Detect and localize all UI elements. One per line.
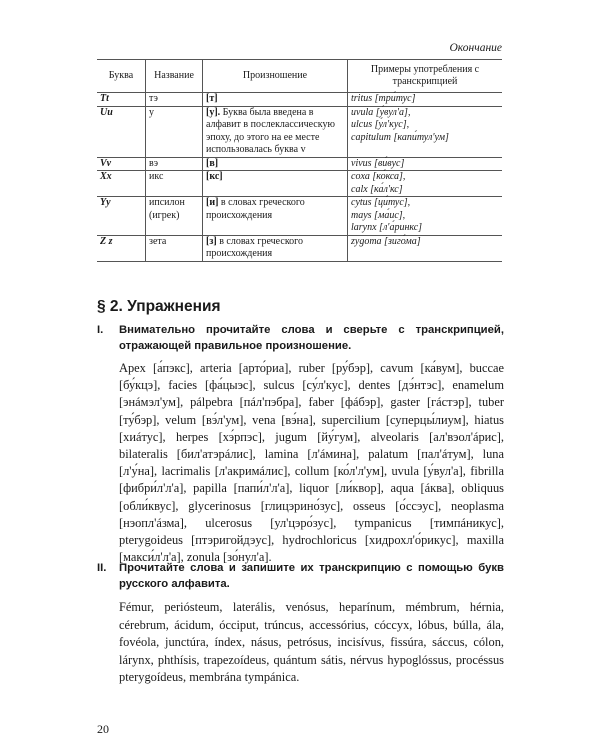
examples-cell (348, 197, 503, 236)
example-line: coxa [ко́кса], (351, 171, 406, 182)
header-letter: Буква (97, 60, 146, 93)
name-cell: зета (146, 235, 203, 261)
pronunciation-cell (203, 157, 348, 171)
pronunciation-symbol: [з] (206, 235, 217, 247)
letter-cell: Z z (97, 235, 146, 261)
exercise-number: I. (97, 324, 104, 336)
exercise-2 (97, 560, 504, 687)
example-line: cytus [ци́тус], (351, 197, 411, 208)
table-row (97, 235, 502, 261)
name-cell: у (146, 106, 203, 157)
exercise-1 (97, 322, 504, 566)
example-line: uvula [у́вул'а], (351, 106, 411, 118)
examples-cell (348, 171, 503, 197)
pronunciation-cell (203, 171, 348, 197)
table-row (97, 106, 502, 157)
table-row (97, 157, 502, 171)
exercise-task-text: Прочитайте слова и запишите их транскрипцию с помощью букв русского алфавита. (119, 562, 504, 590)
pronunciation-cell (203, 197, 348, 236)
table-header-row (97, 60, 502, 93)
pronunciation-cell (203, 235, 348, 261)
letter-cell: Vv (97, 157, 146, 171)
exercise-body: Fémur, perióstеum, laterális, venósus, heparínum, mémbrum, hérnia, cérebrum, ácidum, ócciput, trúncus, accessórius, cóccyx, lóbus, búlla, ála, fovéola, junctúra, índex, násus, petrósus, incisívus, fissúra, sáccus, cólon, lárynx, phthísis, trapezoídeus, quántum sátis, nérvus hypoglóssus, procéssus pterygoídeus, membrána tympánica. (119, 600, 504, 685)
pronunciation-note: в словах греческого происхождения (206, 197, 305, 221)
name-cell: вэ (146, 157, 203, 171)
name-cell: ипсилон (игрек) (146, 197, 203, 236)
name-cell: икс (146, 171, 203, 197)
pronunciation-symbol: [в] (206, 157, 219, 169)
letter-cell: Xx (97, 171, 146, 197)
letter-cell: Uu (97, 106, 146, 157)
pronunciation-symbol: [и] (206, 197, 219, 208)
examples-cell (348, 235, 503, 261)
page-number: 20 (97, 722, 109, 736)
example-line: calx [ка́л'кс] (351, 183, 403, 195)
name-cell: тэ (146, 93, 203, 107)
example-line: capitulum [капи́тул'ум] (351, 131, 449, 143)
pronunciation-symbol: [т] (206, 93, 218, 104)
examples-cell (348, 157, 503, 171)
example-line: vivus [ви́вус] (351, 157, 405, 169)
example-line: larynx [л'а́ринкс] (351, 222, 423, 233)
pronunciation-symbol: [у]. (206, 106, 221, 118)
example-line: tritus [три́тус] (351, 93, 416, 104)
exercise-number: II. (97, 562, 107, 574)
pronunciation-symbol: [кс] (206, 171, 223, 182)
alphabet-table (97, 59, 502, 262)
example-line: ulcus [у́л'кус], (351, 119, 410, 130)
header-pronunciation: Произношение (203, 60, 348, 93)
exercise-task (97, 322, 504, 354)
examples-cell (348, 106, 503, 157)
letter-cell: Yy (97, 197, 146, 236)
pronunciation-cell (203, 106, 348, 157)
pronunciation-cell (203, 93, 348, 107)
table-row (97, 171, 502, 197)
pronunciation-note: в словах греческого происхождения (206, 235, 304, 259)
pronunciation-note: Буква была введена в алфавит в послеклассическую эпоху, до этого на ее месте использовалась буква v (206, 106, 335, 155)
table-row (97, 197, 502, 236)
example-line: zygoma [зиго́ма] (351, 235, 421, 247)
header-name: Название (146, 60, 203, 93)
exercise-body: Apex [а́пэкс], arteria [арто́риа], ruber [ру́бэр], cavum [ка́вум], buccae [бу́кцэ], facies [фа́цыэс], sulcus [су́л'кус], dentes [дэ́нтэс], enamelum [энáмэл'ум], pálpebra [пáл'пэбра], faber [фáбэр], gaster [гáстэр], tuber [ту́бэр], velum [вэ́л'ум], vena [вэ́на], supercilium [суперцы́лиум], hiatus [хиáтус], herpes [хэ́рпэс], jugum [йу́гум], alveolaris [ал'вэол'áрис], bilateralis [бил'атэрáлис], lamina [л'áмина], palatum [пал'áтум], luna [л'у́на], lacrimalis [л'акримáлис], collum [ко́л'л'ум], uvula [у́вул'а], fibrilla [фибри́л'л'а], papilla [папи́л'л'а], liquor [ли́квор], aqua [áква], obliquus [обли́квус], glycerinosus [глицэрино́зус], osseus [о́ссэус], neoplasma [нэопл'áзма], ulcerosus [ул'цэро́зус], tympanicus [тимпáникус], pterygoideus [птэригойдэус], hydrochloricus [хидрохл'о́рикус], maxilla [макси́л'л'а], zonula [зо́нул'а]. (119, 361, 504, 565)
header-examples: Примеры употребления с транскрипцией (348, 60, 503, 93)
letter-cell: Tt (97, 93, 146, 107)
examples-cell (348, 93, 503, 107)
section-title: § 2. Упражнения (97, 298, 221, 315)
example-line: mays [ма́ис], (351, 209, 406, 221)
exercise-task-text: Внимательно прочитайте слова и сверьте с транскрипцией, отражающей правильное произношение. (119, 324, 504, 352)
exercise-task (97, 560, 504, 592)
running-head: Окончание (449, 42, 502, 54)
table-row (97, 93, 502, 107)
